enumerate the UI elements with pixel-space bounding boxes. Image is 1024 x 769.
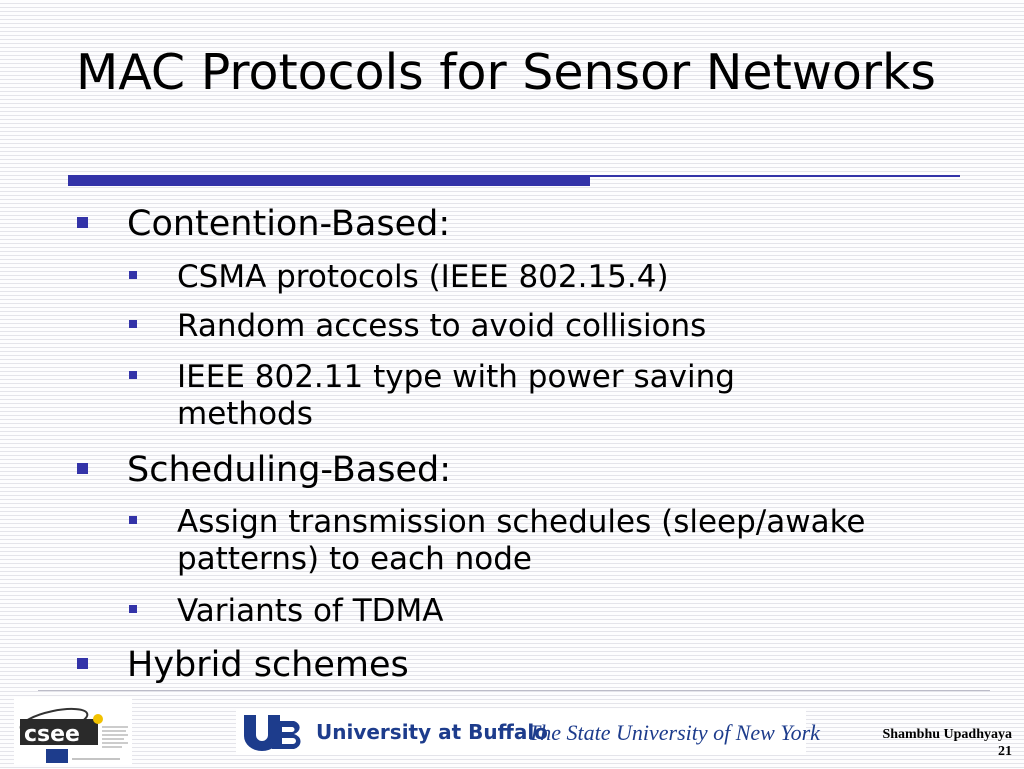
university-banner	[236, 709, 820, 755]
ub-logo-icon	[242, 713, 308, 751]
sub-bullet-item	[177, 259, 957, 296]
bullet-text: Scheduling-Based:	[127, 450, 452, 490]
square-bullet-icon	[77, 658, 88, 669]
csee-logo-icon	[14, 697, 132, 765]
bullet-item	[127, 450, 987, 490]
csee-logo	[14, 697, 132, 765]
sub-bullet-item	[177, 504, 877, 578]
sub-bullet-text: Random access to avoid collisions	[177, 308, 707, 344]
square-bullet-icon	[77, 217, 88, 228]
sub-bullet-text: IEEE 802.11 type with power saving methods	[177, 359, 735, 432]
svg-text:csee: csee	[24, 722, 80, 747]
bullet-text: Hybrid schemes	[127, 645, 409, 685]
footer-divider	[38, 690, 990, 691]
square-bullet-icon	[77, 463, 88, 474]
square-bullet-icon	[129, 605, 137, 613]
sub-bullet-text: CSMA protocols (IEEE 802.15.4)	[177, 259, 669, 295]
bullet-text: Contention-Based:	[127, 204, 451, 244]
page-number: 21	[998, 744, 1012, 759]
square-bullet-icon	[129, 271, 137, 279]
sub-bullet-item	[177, 308, 957, 345]
author-name: Shambhu Upadhyaya	[882, 727, 1012, 742]
footer-author-block	[882, 726, 1012, 760]
university-name: University at Buffalo	[316, 720, 548, 744]
square-bullet-icon	[129, 516, 137, 524]
sub-bullet-item	[177, 359, 877, 433]
bullet-item	[127, 204, 987, 244]
sub-bullet-text: Assign transmission schedules (sleep/awake patterns) to each node	[177, 504, 866, 577]
square-bullet-icon	[129, 371, 137, 379]
slide-title: MAC Protocols for Sensor Networks	[76, 44, 936, 101]
university-subtitle: The State University of New York	[528, 720, 820, 745]
sub-bullet-text: Variants of TDMA	[177, 593, 444, 629]
bullet-item	[127, 645, 987, 685]
square-bullet-icon	[129, 320, 137, 328]
sub-bullet-item	[177, 593, 957, 630]
